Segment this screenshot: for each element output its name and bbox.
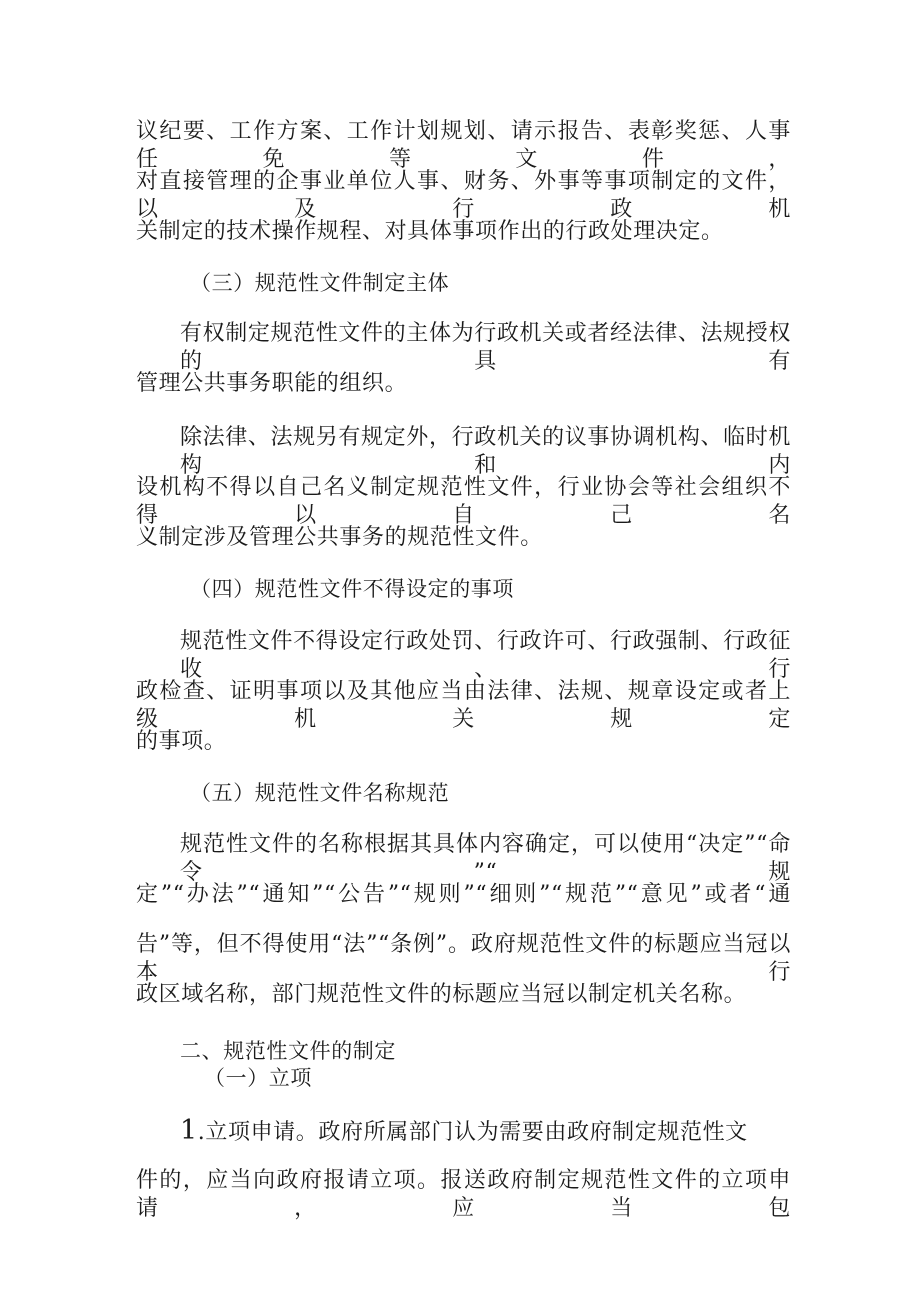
item-text: .立项申请。政府所属部门认为需要由政府制定规范性文 <box>197 1120 748 1145</box>
section-heading: （一）立项 <box>204 1066 312 1090</box>
body-text-line: 定”“办法”“通知”“公告”“规则”“细则”“规范”“意见”或者“通 <box>136 882 791 907</box>
body-text-line: 政区域名称，部门规范性文件的标题应当冠以制定机关名称。 <box>136 982 747 1007</box>
list-item-line <box>180 1117 748 1147</box>
body-text-line: 规范性文件不得设定行政处罚、行政许可、行政强制、行政征收、行 <box>180 629 791 682</box>
body-text-line: 政检查、证明事项以及其他应当由法律、法规、规章设定或者上级机关规定 <box>136 679 791 732</box>
body-text-line: 议纪要、工作方案、工作计划规划、请示报告、表彰奖惩、人事任免等文件， <box>136 119 791 172</box>
body-text-line: 义制定涉及管理公共事务的规范性文件。 <box>136 525 543 550</box>
section-heading: （五）规范性文件名称规范 <box>190 781 450 805</box>
body-text-line: 规范性文件的名称根据其具体内容确定，可以使用“决定”“命令”“规 <box>180 832 791 885</box>
body-text-line: 告”等，但不得使用“法”“条例”。政府规范性文件的标题应当冠以本行 <box>136 932 791 985</box>
body-text-line: 关制定的技术操作规程、对具体事项作出的行政处理决定。 <box>136 219 724 244</box>
section-heading: （三）规范性文件制定主体 <box>190 271 450 295</box>
body-text-line: 的事项。 <box>136 729 227 754</box>
section-heading: （四）规范性文件不得设定的事项 <box>190 577 514 601</box>
body-text-line: 设机构不得以自己名义制定规范性文件，行业协会等社会组织不得以自己名 <box>136 475 791 528</box>
item-number: 1 <box>180 1115 198 1146</box>
body-text-line: 有权制定规范性文件的主体为行政机关或者经法律、法规授权的具有 <box>180 321 791 374</box>
body-text-line: 件的，应当向政府报请立项。报送政府制定规范性文件的立项申请，应当包 <box>136 1168 791 1221</box>
chapter-heading: 二、规范性文件的制定 <box>180 1039 396 1063</box>
body-text-line: 管理公共事务职能的组织。 <box>136 371 408 396</box>
body-text-line: 除法律、法规另有规定外，行政机关的议事协调机构、临时机构和内 <box>180 425 791 478</box>
body-text-line: 对直接管理的企事业单位人事、财务、外事等事项制定的文件，以及行政机 <box>136 169 791 222</box>
